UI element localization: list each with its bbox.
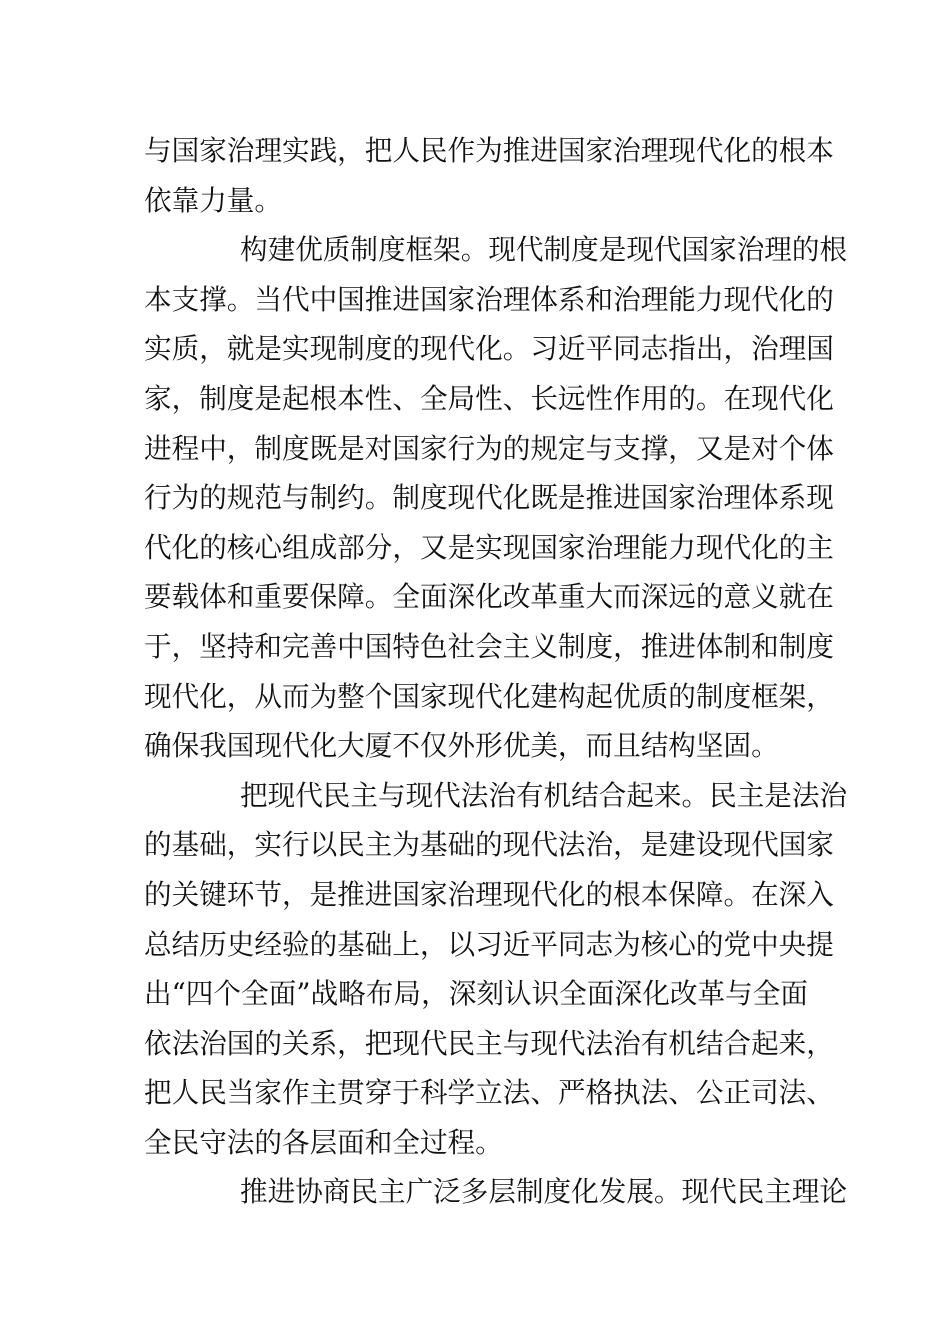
text-line: 家，制度是起根本性、全局性、长远性作用的。在现代化 bbox=[144, 381, 834, 415]
text-line: 推进协商民主广泛多层制度化发展。现代民主理论 bbox=[240, 1175, 848, 1209]
text-line: 的关键环节，是推进国家治理现代化的根本保障。在深入 bbox=[144, 877, 834, 911]
text-line: 要载体和重要保障。全面深化改革重大而深远的意义就在 bbox=[144, 580, 834, 614]
text-line: 总结历史经验的基础上，以习近平同志为核心的党中央提 bbox=[144, 927, 834, 961]
text-line: 全民守法的各层面和全过程。 bbox=[144, 1125, 503, 1159]
text-line: 代化的核心组成部分，又是实现国家治理能力现代化的主 bbox=[144, 530, 834, 564]
text-line: 本支撑。当代中国推进国家治理体系和治理能力现代化的 bbox=[144, 282, 834, 316]
paragraph-continuation bbox=[144, 126, 834, 225]
text-line: 实质，就是实现制度的现代化。习近平同志指出，治理国 bbox=[144, 332, 834, 366]
text-line: 把人民当家作主贯穿于科学立法、严格执法、公正司法、 bbox=[144, 1076, 834, 1110]
text-line: 行为的规范与制约。制度现代化既是推进国家治理体系现 bbox=[144, 481, 834, 515]
text-line: 与国家治理实践，把人民作为推进国家治理现代化的根本 bbox=[144, 134, 834, 167]
paragraph-democracy-rule-of-law bbox=[144, 771, 848, 1168]
text-line: 出“四个全面”战略布局，深刻认识全面深化改革与全面 bbox=[144, 977, 808, 1011]
paragraph-institutional-framework bbox=[144, 225, 848, 771]
body-text bbox=[144, 126, 848, 1217]
text-line: 于，坚持和完善中国特色社会主义制度，推进体制和制度 bbox=[144, 629, 834, 663]
text-line: 构建优质制度框架。现代制度是现代国家治理的根 bbox=[240, 233, 848, 267]
text-line: 依靠力量。 bbox=[144, 183, 282, 217]
text-line: 现代化，从而为整个国家现代化建构起优质的制度框架， bbox=[144, 679, 834, 713]
text-line: 确保我国现代化大厦不仅外形优美，而且结构坚固。 bbox=[144, 729, 779, 763]
text-line: 把现代民主与现代法治有机结合起来。民主是法治 bbox=[240, 778, 848, 812]
text-line: 依法治国的关系，把现代民主与现代法治有机结合起来， bbox=[144, 1026, 834, 1060]
paragraph-consultative-democracy bbox=[144, 1167, 848, 1217]
text-line: 的基础，实行以民主为基础的现代法治，是建设现代国家 bbox=[144, 828, 834, 862]
text-line: 进程中，制度既是对国家行为的规定与支撑，又是对个体 bbox=[144, 431, 834, 465]
